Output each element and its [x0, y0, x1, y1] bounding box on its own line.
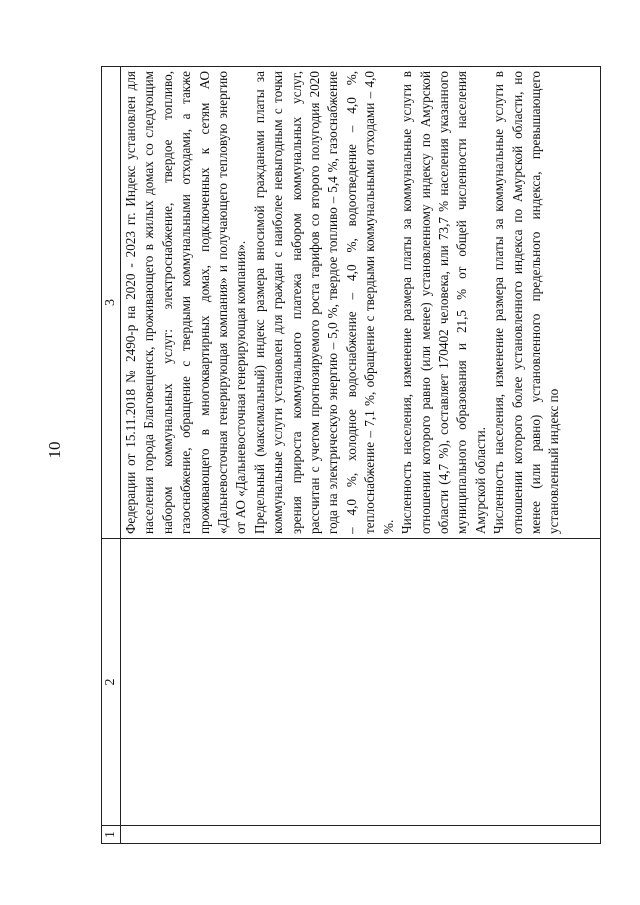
column-divider-1	[121, 825, 600, 826]
paragraph-population-below: Численность населения, изменение размера платы за коммунальные услуги в отношении которого равно (или менее) установленному индексу по Амурской области (4,7 %), составляет 170402 человека, или 73,7 % населения указанного муниципального образования и 21,5 % от общей численности населения Амурской области.	[399, 71, 488, 534]
page-number: 10	[45, 441, 64, 459]
table-header-col-2: 2	[102, 538, 121, 825]
table-header-col-1: 1	[102, 825, 121, 843]
paragraph-max-index: Предельный (максимальный) индекс размера вносимой гражданами платы за коммунальные услуги установлен для граждан с наиболее невыгодным с точки зрения прироста коммунального платежа набором коммунальных услуг, рассчитан с учетом прогнозируемого роста тарифов со второго полугодия 2020 года на электрическую энергию – 5,0 %, твердое топливо – 5,4 %, газоснабжение – 4,0 %, холодное водоснабжение – 4,0 %, водоотведение – 4,0 %, теплоснабжение – 7,1 %, обращение с твердыми коммунальными отходами – 4,0 %.	[251, 71, 396, 534]
table-cell-col-3	[122, 71, 600, 534]
document-table	[101, 66, 601, 844]
paragraph-index-basis: Федерации от 15.11.2018 № 2490-р на 2020 - 2023 гг. Индекс установлен для населения города Благовещенск, проживающего в жилых домах со следующим набором коммунальных услуг: электроснабжение, твердое топливо, газоснабжение, обращение с твердыми коммунальными отходами, а также проживающего в многоквартирных домах, подключенных к сетям АО «Дальневосточная генерирующая компания» и получающего тепловую энергию от АО «Дальневосточная генерирующая компания».	[123, 71, 249, 534]
column-divider-2	[121, 538, 600, 539]
rotated-table-frame	[101, 66, 601, 844]
paragraph-population-above: Численность населения, изменение размера платы за коммунальные услуги в отношении которого более установленного индекса по Амурской области, но менее (или равно) установленного предельного индекса, превышающего установленный индекс по	[491, 71, 562, 534]
table-header-col-3: 3	[102, 67, 121, 538]
